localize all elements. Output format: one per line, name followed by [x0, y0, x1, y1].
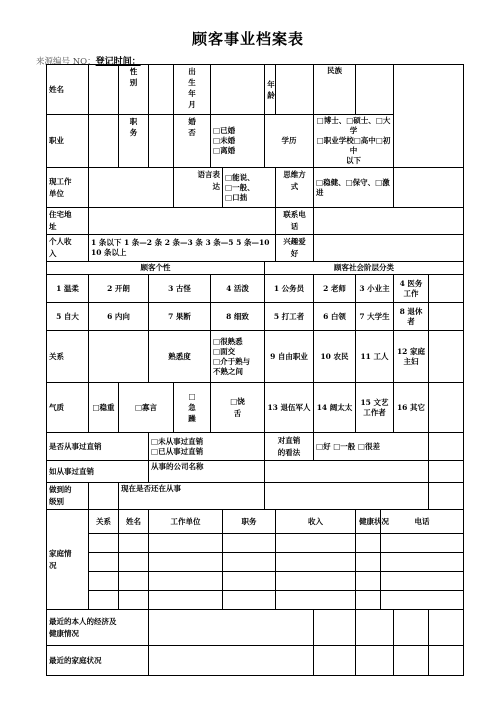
family-col-header: 收入	[276, 510, 356, 534]
customer-archive-table	[46, 64, 464, 676]
family-row	[47, 591, 464, 610]
company-label: 从事的公司名称	[149, 461, 265, 483]
personality-option[interactable]: 5 自大	[47, 303, 89, 331]
still-active-value[interactable]	[265, 483, 429, 510]
social-class-option[interactable]: 5 打工者	[265, 303, 314, 331]
family-cell[interactable]	[119, 591, 149, 610]
recent-family-cell[interactable]	[429, 646, 464, 676]
recent-family-cell[interactable]	[356, 646, 394, 676]
family-cell[interactable]	[381, 553, 464, 572]
social-class-option[interactable]: 8 退休者	[394, 303, 429, 331]
family-cell[interactable]	[223, 591, 276, 610]
family-col-header: 电话	[381, 510, 464, 534]
recent-self-value[interactable]	[149, 610, 314, 646]
family-cell[interactable]	[223, 553, 276, 572]
family-col-header: 健康状况	[356, 510, 381, 534]
ethnicity-label: 民族	[314, 65, 356, 115]
recent-self-label: 最近的本人的经济及健康情况	[47, 610, 149, 646]
recent-self-cell[interactable]	[314, 610, 356, 646]
address-label: 住宅地址	[47, 208, 89, 235]
gender-value[interactable]	[149, 65, 174, 115]
gender-label: 性别	[119, 65, 149, 115]
position-value[interactable]	[149, 115, 174, 168]
personality-option[interactable]: 2 开朗	[89, 275, 149, 303]
level-label: 做到的级别	[47, 483, 89, 510]
familiarity-label: 熟悉度	[149, 331, 211, 383]
language-options[interactable]: □能说、 □一般、 □口拙	[223, 168, 276, 208]
temperament-option[interactable]: □饶舌	[211, 383, 265, 433]
thinking-options[interactable]: □稳健、□保守、□激进	[314, 168, 394, 208]
social-class-option[interactable]: 3 小业主	[356, 275, 394, 303]
social-class-option[interactable]: 6 白领	[314, 303, 356, 331]
page-title: 顾客事业档案表	[191, 30, 304, 48]
social-class-option[interactable]: 2 老师	[314, 275, 356, 303]
family-row	[47, 553, 464, 572]
social-class-header: 顾客社会阶层分类	[265, 262, 464, 275]
phone-value[interactable]	[314, 208, 464, 235]
birth-value[interactable]	[211, 65, 265, 115]
family-cell[interactable]	[223, 572, 276, 591]
recent-family-cell[interactable]	[394, 646, 429, 676]
address-value[interactable]	[89, 208, 276, 235]
family-cell[interactable]	[223, 534, 276, 553]
age-value[interactable]	[276, 65, 314, 115]
marital-options[interactable]: □已婚 □未婚 □离婚	[211, 115, 265, 168]
recent-self-cell[interactable]	[394, 610, 429, 646]
family-cell[interactable]	[89, 553, 119, 572]
temperament-option[interactable]: □急躁	[174, 383, 211, 433]
still-active-label: 现在是否还在从事	[119, 483, 265, 510]
recent-self-cell[interactable]	[356, 610, 394, 646]
row3-blank[interactable]	[394, 168, 464, 208]
recent-family-value[interactable]	[149, 646, 314, 676]
family-cell[interactable]	[356, 572, 381, 591]
if-direct-sales-label: 如从事过直销	[47, 461, 149, 483]
position-label: 职务	[119, 115, 149, 168]
still-active-blank[interactable]	[429, 483, 464, 510]
phone-label: 联系电话	[276, 208, 314, 235]
family-cell[interactable]	[381, 591, 464, 610]
family-cell[interactable]	[119, 572, 149, 591]
age-label: 年龄	[265, 65, 276, 115]
recent-family-cell[interactable]	[314, 646, 356, 676]
personality-option[interactable]: 3 古怪	[149, 275, 211, 303]
family-cell[interactable]	[149, 591, 223, 610]
social-class-option[interactable]: 7 大学生	[356, 303, 394, 331]
family-cell[interactable]	[356, 534, 381, 553]
level-value[interactable]	[89, 483, 119, 510]
social-class-option[interactable]: 13 退伍军人	[265, 383, 314, 433]
recent-family-label: 最近的家庭状况	[47, 646, 149, 676]
hobby-label: 兴趣爱好	[276, 235, 314, 262]
family-row	[47, 534, 464, 553]
education-options[interactable]: □博士、□硕士、□大学 □职业学校□高中□初中 以下	[314, 115, 394, 168]
birth-label: 出生年月	[174, 65, 211, 115]
family-cell[interactable]	[119, 534, 149, 553]
social-class-option[interactable]: 11 工人	[356, 331, 394, 383]
direct-sales-label: 是否从事过直销	[47, 433, 149, 461]
language-label: 语言表达	[174, 168, 223, 208]
current-work-value[interactable]	[89, 168, 174, 208]
family-cell[interactable]	[119, 553, 149, 572]
direct-sales-view-label: 对直销的看法	[265, 433, 314, 461]
occupation-value[interactable]	[89, 115, 119, 168]
current-work-label: 现工作单位	[47, 168, 89, 208]
occupation-label: 职业	[47, 115, 89, 168]
social-class-option[interactable]: 1 公务员	[265, 275, 314, 303]
relation-label: 关系	[47, 331, 89, 383]
social-class-option[interactable]: 12 家庭主妇	[394, 331, 429, 383]
direct-sales-view-options[interactable]: □好 □一般 □很差	[314, 433, 429, 461]
temperament-option[interactable]: □稳重	[89, 383, 119, 433]
social-class-option[interactable]: 4 医务工作	[394, 275, 429, 303]
personality-option[interactable]: 8 细致	[211, 303, 265, 331]
income-options[interactable]: 1 条以下 1 条—2 条 2 条—3 条 3 条—5 5 条—10 10 条以上	[89, 235, 276, 262]
family-row	[47, 572, 464, 591]
social-class-option[interactable]: 14 阔太太	[314, 383, 356, 433]
family-cell[interactable]	[381, 572, 464, 591]
registration-time-label: 登记时间：	[95, 57, 141, 67]
recent-self-cell[interactable]	[429, 610, 464, 646]
direct-sales-options[interactable]: □未从事过直销 □已从事过直销	[149, 433, 265, 461]
personality-option[interactable]: 1 温柔	[47, 275, 89, 303]
personality-option[interactable]: 7 果断	[149, 303, 211, 331]
education-label: 学历	[265, 115, 314, 168]
family-cell[interactable]	[356, 591, 381, 610]
social-class-option[interactable]: 10 农民	[314, 331, 356, 383]
family-col-header: 关系	[89, 510, 119, 534]
direct-sales-blank[interactable]	[429, 433, 464, 461]
photo-box[interactable]	[394, 65, 464, 168]
family-cell[interactable]	[89, 572, 119, 591]
family-cell[interactable]	[89, 534, 119, 553]
temperament-label: 气质	[47, 383, 89, 433]
ethnicity-value[interactable]	[356, 65, 394, 115]
family-col-header: 姓名	[119, 510, 149, 534]
family-cell[interactable]	[276, 572, 356, 591]
social-class-option[interactable]: 9 自由职业	[265, 331, 314, 383]
family-cell[interactable]	[381, 534, 464, 553]
company-value[interactable]	[265, 461, 429, 483]
social-class-blank[interactable]	[429, 383, 464, 433]
social-class-blank[interactable]	[429, 303, 464, 331]
family-col-header: 工作单位	[149, 510, 223, 534]
name-label: 姓名	[47, 65, 89, 115]
family-label: 家庭情况	[47, 510, 89, 610]
social-class-blank[interactable]	[429, 275, 464, 303]
family-cell[interactable]	[276, 553, 356, 572]
family-cell[interactable]	[89, 591, 119, 610]
marital-label: 婚否	[174, 115, 211, 168]
income-label: 个人收入	[47, 235, 89, 262]
family-cell[interactable]	[149, 553, 223, 572]
thinking-label: 思维方式	[276, 168, 314, 208]
family-cell[interactable]	[276, 534, 356, 553]
personality-option[interactable]: 6 内向	[89, 303, 149, 331]
temperament-option[interactable]: □寡言	[119, 383, 174, 433]
family-cell[interactable]	[276, 591, 356, 610]
personality-option[interactable]: 4 活泼	[211, 275, 265, 303]
personality-header: 顾客个性	[47, 262, 265, 275]
hobby-value[interactable]	[314, 235, 464, 262]
relation-value[interactable]	[89, 331, 149, 383]
social-class-blank[interactable]	[429, 331, 464, 383]
family-cell[interactable]	[149, 572, 223, 591]
source-number-label: 来源编号 NO：	[36, 57, 96, 67]
name-value[interactable]	[89, 65, 119, 115]
family-cell[interactable]	[149, 534, 223, 553]
company-blank[interactable]	[429, 461, 464, 483]
family-cell[interactable]	[356, 553, 381, 572]
social-class-option[interactable]: 15 文艺工作者	[356, 383, 394, 433]
familiarity-options[interactable]: □很熟悉 □面交 □介于熟与 不熟之间	[211, 331, 265, 383]
family-col-header: 职务	[223, 510, 276, 534]
social-class-option[interactable]: 16 其它	[394, 383, 429, 433]
